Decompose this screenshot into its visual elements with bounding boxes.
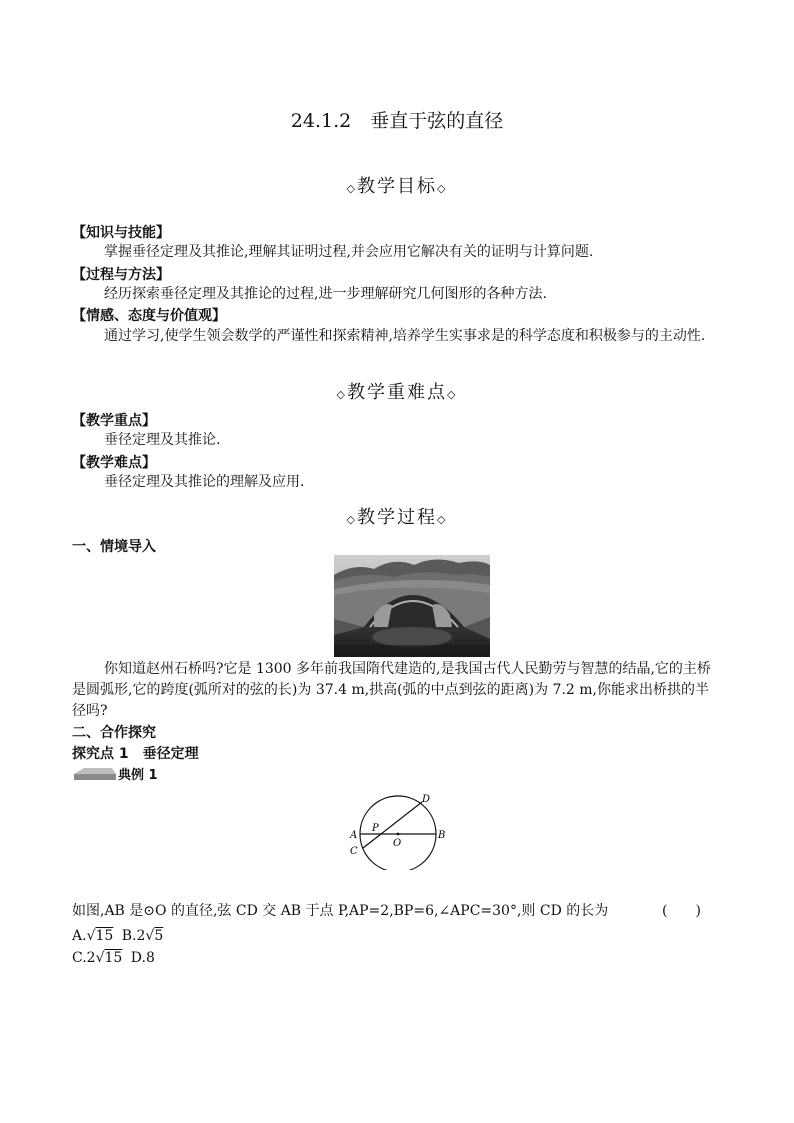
sqrt-icon: √: [95, 950, 105, 966]
circle-figure: [340, 790, 456, 870]
diamond-icon: ◇: [437, 182, 448, 195]
section-key-title: 教学重难点: [347, 382, 447, 403]
diamond-icon: ◇: [346, 182, 357, 195]
example-ribbon-icon: [72, 764, 118, 782]
answer-paren: ( ): [662, 903, 701, 919]
section-key-heading: [0, 378, 794, 404]
example-tag: [72, 764, 192, 782]
label-a: A: [350, 830, 358, 841]
sqrt-icon: √: [145, 928, 155, 944]
intro-heading: 一、情境导入: [72, 539, 156, 555]
focus-text: 垂径定理及其推论.: [104, 432, 221, 448]
section-process-heading: [0, 503, 794, 529]
knowledge-label: 【知识与技能】: [72, 225, 170, 241]
label-o: O: [393, 838, 402, 849]
diamond-icon: ◇: [437, 513, 448, 526]
difficulty-label: 【教学难点】: [72, 455, 156, 471]
options-row-1: [72, 928, 163, 944]
option-c-prefix: C.2: [72, 950, 96, 966]
label-c: C: [350, 846, 358, 857]
label-p: P: [372, 823, 379, 834]
diamond-icon: ◇: [346, 513, 357, 526]
coop-heading: 二、合作探究: [72, 725, 156, 741]
knowledge-text: 掌握垂径定理及其推论,理解其证明过程,并会应用它解决有关的证明与计算问题.: [104, 244, 594, 260]
option-c-radicand: 15: [104, 950, 123, 966]
sqrt-icon: √: [86, 928, 96, 944]
emotion-text: 通过学习,使学生领会数学的严谨性和探索精神,培养学生实事求是的科学态度和积极参与的主动性.: [104, 328, 706, 344]
option-a-radicand: 15: [95, 928, 114, 944]
method-text: 经历探索垂径定理及其推论的过程,进一步理解研究几何图形的各种方法.: [104, 286, 547, 302]
method-label: 【过程与方法】: [72, 267, 170, 283]
option-b-radicand: 5: [154, 928, 164, 944]
intro-text: 你知道赵州石桥吗?它是 1300 多年前我国隋代建造的,是我国古代人民勤劳与智慧的结晶,它的主桥是圆弧形,它的跨度(弧所对的弦的长)为 37.4 m,拱高(弧的中点到弦的距离)为 7.2 m,你能求出桥拱的半径吗?: [72, 661, 711, 719]
label-b: B: [438, 830, 446, 841]
page-title: 24.1.2 垂直于弦的直径: [290, 110, 504, 132]
question-text: 如图,AB 是⊙O 的直径,弦 CD 交 AB 于点 P,AP=2,BP=6,∠APC=30°,则 CD 的长为: [72, 903, 609, 919]
diamond-icon: ◇: [336, 388, 347, 401]
emotion-label: 【情感、态度与价值观】: [72, 308, 226, 324]
section-goals-heading: [0, 172, 794, 198]
label-d: D: [422, 794, 431, 805]
section-goals-title: 教学目标: [357, 176, 437, 197]
explore-point: 探究点 1 垂径定理: [72, 746, 199, 762]
option-b-prefix: B.2: [121, 928, 146, 944]
zhaozhou-bridge-photo: [334, 555, 490, 657]
difficulty-text: 垂径定理及其推论的理解及应用.: [104, 474, 305, 490]
focus-label: 【教学重点】: [72, 413, 156, 429]
options-row-2: [72, 950, 155, 966]
option-d: D.8: [130, 950, 155, 966]
option-a-prefix: A.: [72, 928, 87, 944]
section-process-title: 教学过程: [357, 507, 437, 528]
diamond-icon: ◇: [447, 388, 458, 401]
example-label: 典例 1: [118, 768, 158, 783]
